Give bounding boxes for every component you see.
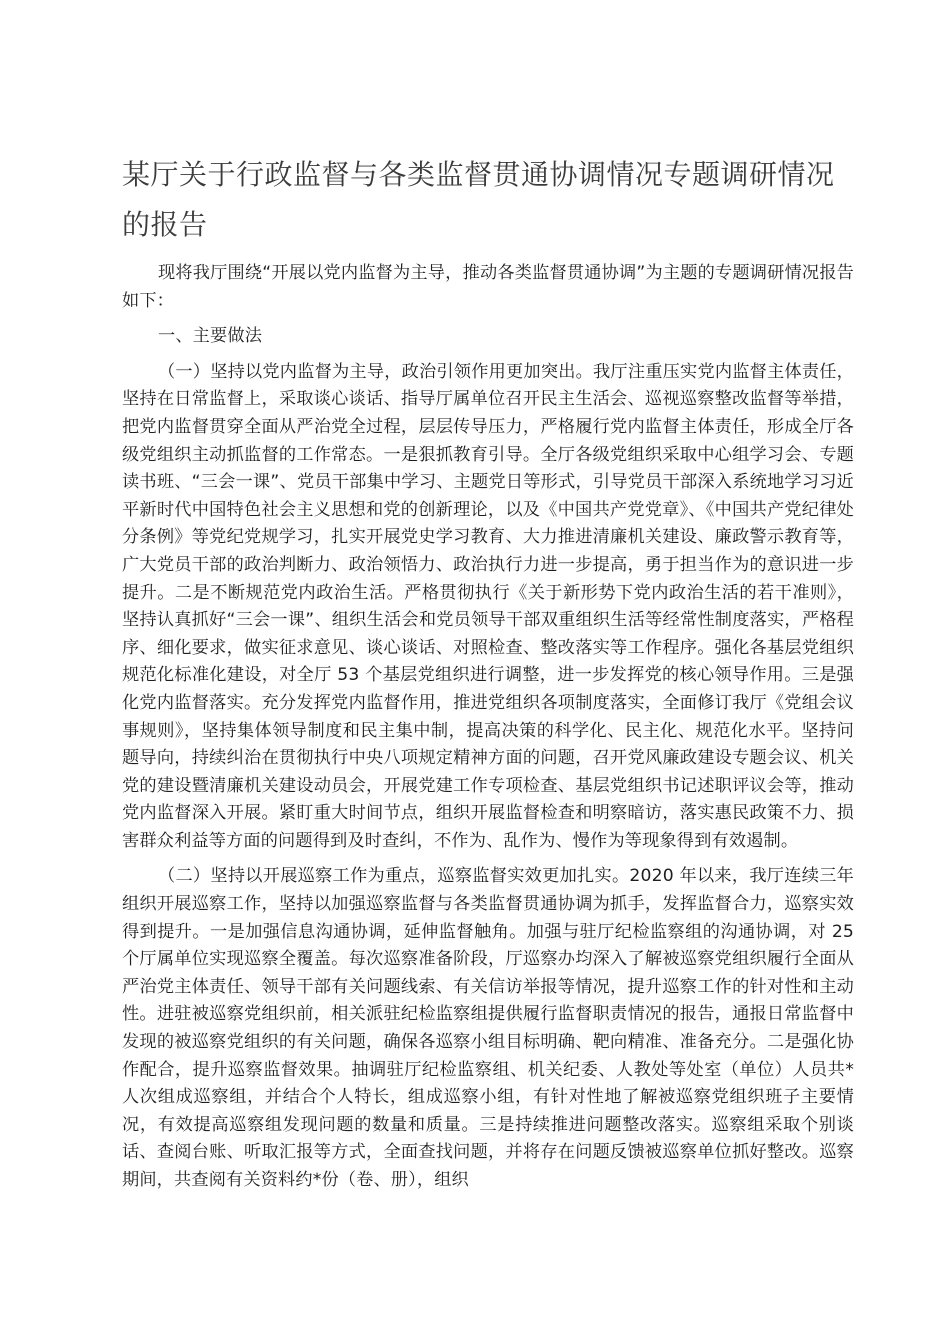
intro-paragraph: 现将我厅围绕“开展以党内监督为主导，推动各类监督贯通协调”为主题的专题调研情况报告如下：	[122, 263, 854, 311]
document-title: 某厅关于行政监督与各类监督贯通协调情况专题调研情况的报告	[122, 158, 835, 241]
paragraph: （一）坚持以党内监督为主导，政治引领作用更加突出。我厅注重压实党内监督主体责任，坚持在日常监督上，采取谈心谈话、指导厅属单位召开民主生活会、巡视巡察整改监督等举措，把党内监督贯穿全面从严治党全过程，层层传导压力，严格履行党内监督主体责任，形成全厅各级党组织主动抓监督的工作常态。一是狠抓教育引导。全厅各级党组织采取中心组学习会、专题读书班、“三会一课”、党员干部集中学习、主题党日等形式，引导党员干部深入系统地学习习近平新时代中国特色社会主义思想和党的创新理论，以及《中国共产党党章》、《中国共产党纪律处分条例》等党纪党规学习，扎实开展党史学习教育、大力推进清廉机关建设、廉政警示教育等，广大党员干部的政治判断力、政治领悟力、政治执行力进一步提高，勇于担当作为的意识进一步提升。二是不断规范党内政治生活。严格贯彻执行《关于新形势下党内政治生活的若干准则》，坚持认真抓好“三会一课”、组织生活会和党员领导干部双重组织生活等经常性制度落实，严格程序、细化要求，做实征求意见、谈心谈话、对照检查、整改落实等工作程序。强化各基层党组织规范化标准化建设，对全厅 53 个基层党组织进行调整，进一步发挥党的核心领导作用。三是强化党内监督落实。充分发挥党内监督作用，推进党组织各项制度落实，全面修订我厅《党组会议事规则》，坚持集体领导制度和民主集中制，提高决策的科学化、民主化、规范化水平。坚持问题导向，持续纠治在贯彻执行中央八项规定精神方面的问题，召开党风廉政建设专题会议、机关党的建设暨清廉机关建设动员会，开展党建工作专项检查、基层党组织书记述职评议会等，推动党内监督深入开展。紧盯重大时间节点，组织开展监督检查和明察暗访，落实惠民政策不力、损害群众利益等方面的问题得到及时查纠，不作为、乱作为、慢作为等现象得到有效遏制。	[122, 361, 854, 851]
section-heading: 一、主要做法	[158, 326, 263, 347]
paragraph: （二）坚持以开展巡察工作为重点，巡察监督实效更加扎实。2020 年以来，我厅连续三年组织开展巡察工作，坚持以加强巡察监督与各类监督贯通协调为抓手，发挥监督合力，巡察实效得到提升。一是加强信息沟通协调，延伸监督触角。加强与驻厅纪检监察组的沟通协调，对 25 个厅属单位实现巡察全覆盖。每次巡察准备阶段，厅巡察办均深入了解被巡察党组织履行全面从严治党主体责任、领导干部有关问题线索、有关信访举报等情况，提升巡察工作的针对性和主动性。进驻被巡察党组织前，相关派驻纪检监察组提供履行监督职责情况的报告，通报日常监督中发现的被巡察党组织的有关问题，确保各巡察小组目标明确、靶向精准、准备充分。二是强化协作配合，提升巡察监督效果。抽调驻厅纪检监察组、机关纪委、人教处等处室（单位）人员共*人次组成巡察组，并结合个人特长，组成巡察小组，有针对性地了解被巡察党组织班子主要情况，有效提高巡察组发现问题的数量和质量。三是持续推进问题整改落实。巡察组采取个别谈话、查阅台账、听取汇报等方式，全面查找问题，并将存在问题反馈被巡察单位抓好整改。巡察期间，共查阅有关资料约*份（卷、册），组织	[122, 866, 854, 1190]
document-body	[122, 260, 854, 1203]
